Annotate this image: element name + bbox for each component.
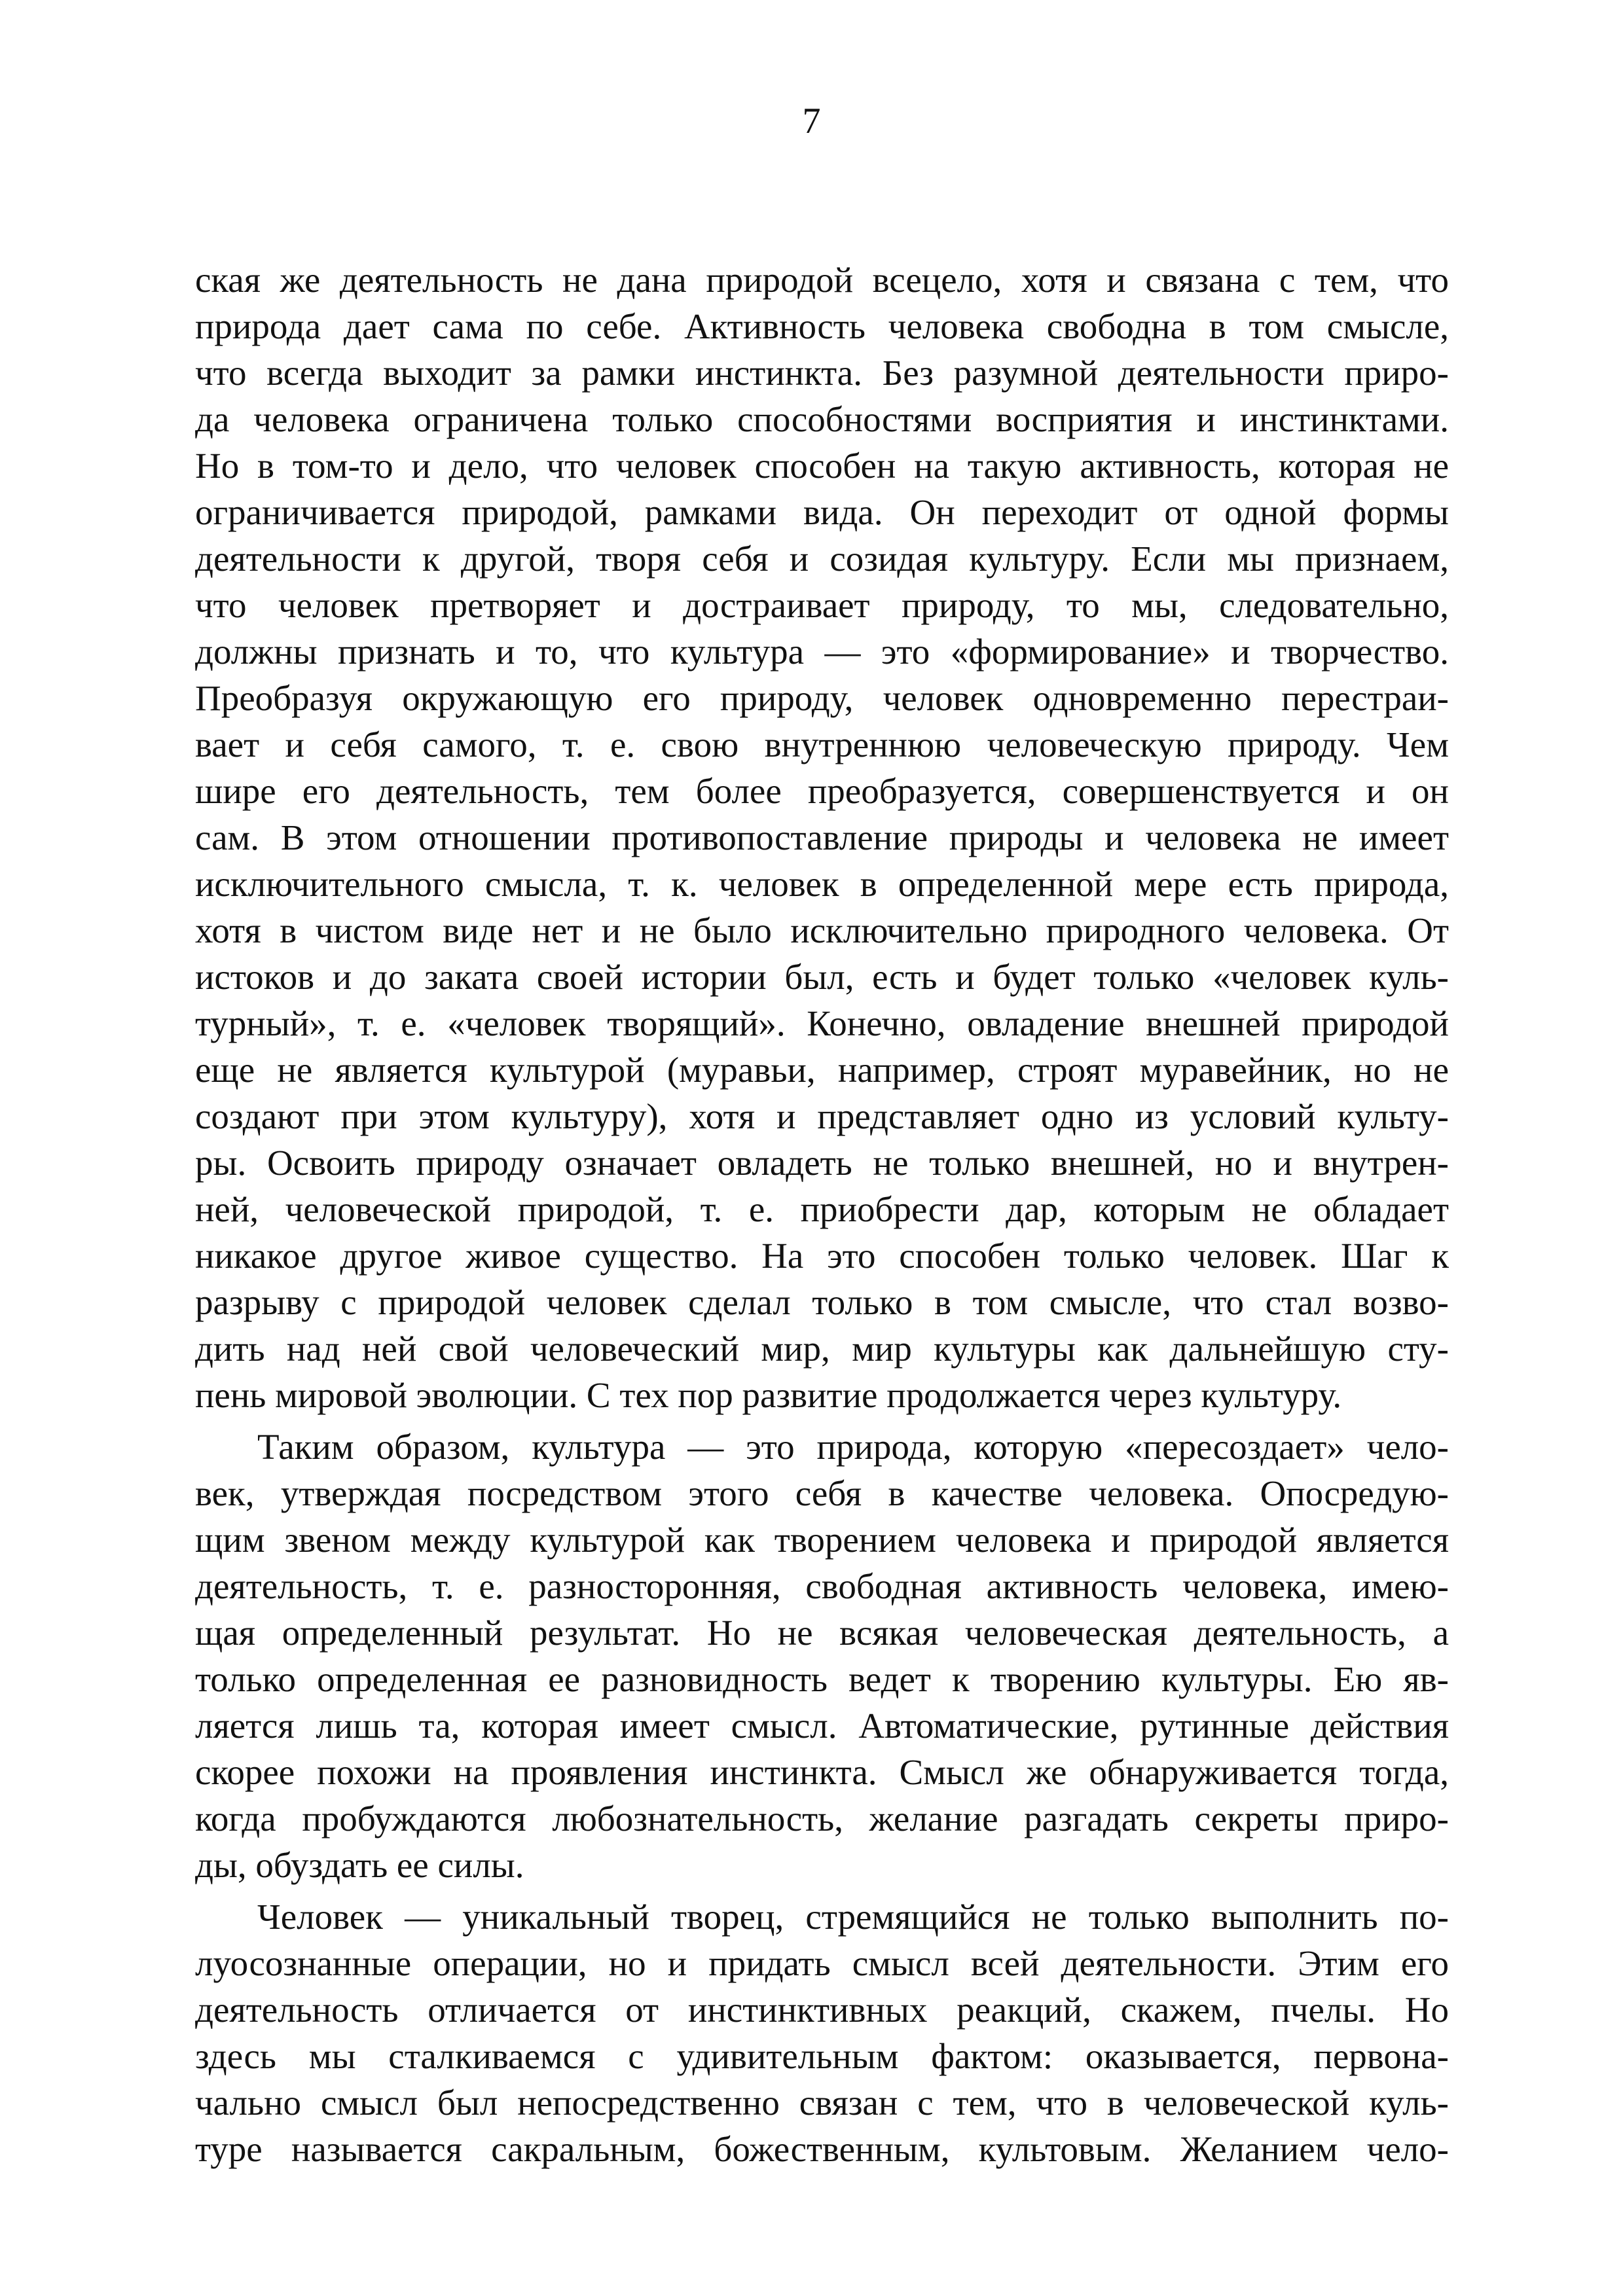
body-text (195, 257, 1449, 2172)
text-line: ры. Освоить природу означает овладеть не только внешней, но и внутрен- (195, 1143, 1449, 1183)
paragraph (195, 1893, 1449, 2172)
paragraph (195, 1424, 1449, 1888)
text-line: природа дает сама по себе. Активность человека свободна в том смысле, (195, 306, 1449, 346)
text-line: ды, обуздать ее силы. (195, 1845, 524, 1885)
text-line: Человек — уникальный творец, стремящийся не только выполнить по- (257, 1897, 1449, 1937)
text-line: вает и себя самого, т. е. свою внутреннюю человеческую природу. Чем (195, 725, 1449, 764)
text-line: щим звеном между культурой как творением человека и природой является (195, 1520, 1449, 1560)
text-line: Преобразуя окружающую его природу, человек одновременно перестраи- (195, 678, 1449, 718)
text-line: луосознанные операции, но и придать смысл всей деятельности. Этим его (195, 1943, 1449, 1983)
text-line: да человека ограничена только способностями восприятия и инстинктами. (195, 399, 1449, 439)
paragraph (195, 257, 1449, 1418)
text-line: ограничивается природой, рамками вида. Он переходит от одной формы (195, 492, 1449, 532)
text-line: должны признать и то, что культура — это «формирование» и творчество. (195, 632, 1449, 672)
text-line: туре называется сакральным, божественным, культовым. Желанием чело- (195, 2129, 1449, 2169)
text-line: деятельность отличается от инстинктивных реакций, скажем, пчелы. Но (195, 1990, 1449, 2030)
text-line: разрыву с природой человек сделал только в том смысле, что стал возво- (195, 1282, 1449, 1322)
text-line: Таким образом, культура — это природа, которую «пересоздает» чело- (257, 1427, 1449, 1467)
page-number: 7 (802, 101, 821, 141)
text-line: ней, человеческой природой, т. е. приобрести дар, которым не обладает (195, 1189, 1449, 1229)
text-line: деятельности к другой, творя себя и созидая культуру. Если мы признаем, (195, 539, 1449, 579)
text-line: ская же деятельность не дана природой всецело, хотя и связана с тем, что (195, 260, 1449, 300)
text-line: пень мировой эволюции. С тех пор развитие продолжается через культуру. (195, 1375, 1342, 1415)
text-line: что всегда выходит за рамки инстинкта. Без разумной деятельности приро- (195, 353, 1449, 393)
text-line: деятельность, т. е. разносторонняя, свободная активность человека, имею- (195, 1566, 1449, 1606)
text-line: шире его деятельность, тем более преобразуется, совершенствуется и он (195, 771, 1449, 811)
text-line: только определенная ее разновидность ведет к творению культуры. Ею яв- (195, 1659, 1449, 1699)
text-line: исключительного смысла, т. к. человек в определенной мере есть природа, (195, 864, 1449, 904)
text-line: еще не является культурой (муравьи, например, строят муравейник, но не (195, 1050, 1449, 1090)
text-line: истоков и до заката своей истории был, есть и будет только «человек куль- (195, 957, 1449, 997)
text-line: когда пробуждаются любознательность, желание разгадать секреты приро- (195, 1799, 1449, 1839)
text-line: турный», т. е. «человек творящий». Конечно, овладение внешней природой (195, 1003, 1449, 1043)
text-line: скорее похожи на проявления инстинкта. Смысл же обнаруживается тогда, (195, 1752, 1449, 1792)
text-line: здесь мы сталкиваемся с удивительным фактом: оказывается, первона- (195, 2036, 1449, 2076)
text-line: ляется лишь та, которая имеет смысл. Автоматические, рутинные действия (195, 1706, 1449, 1746)
text-line: щая определенный результат. Но не всякая человеческая деятельность, а (195, 1613, 1449, 1653)
text-line: что человек претворяет и достраивает природу, то мы, следовательно, (195, 585, 1449, 625)
text-line: дить над ней свой человеческий мир, мир культуры как дальнейшую сту- (195, 1329, 1449, 1369)
text-line: сам. В этом отношении противопоставление природы и человека не имеет (195, 817, 1449, 857)
text-line: никакое другое живое существо. На это способен только человек. Шаг к (195, 1236, 1449, 1276)
text-line: век, утверждая посредством этого себя в качестве человека. Опосредую- (195, 1473, 1449, 1513)
text-line: чально смысл был непосредственно связан с тем, что в человеческой куль- (195, 2083, 1449, 2123)
text-line: создают при этом культуру), хотя и представляет одно из условий культу- (195, 1096, 1449, 1136)
text-line: Но в том-то и дело, что человек способен на такую активность, которая не (195, 446, 1449, 486)
text-line: хотя в чистом виде нет и не было исключительно природного человека. От (195, 910, 1449, 950)
